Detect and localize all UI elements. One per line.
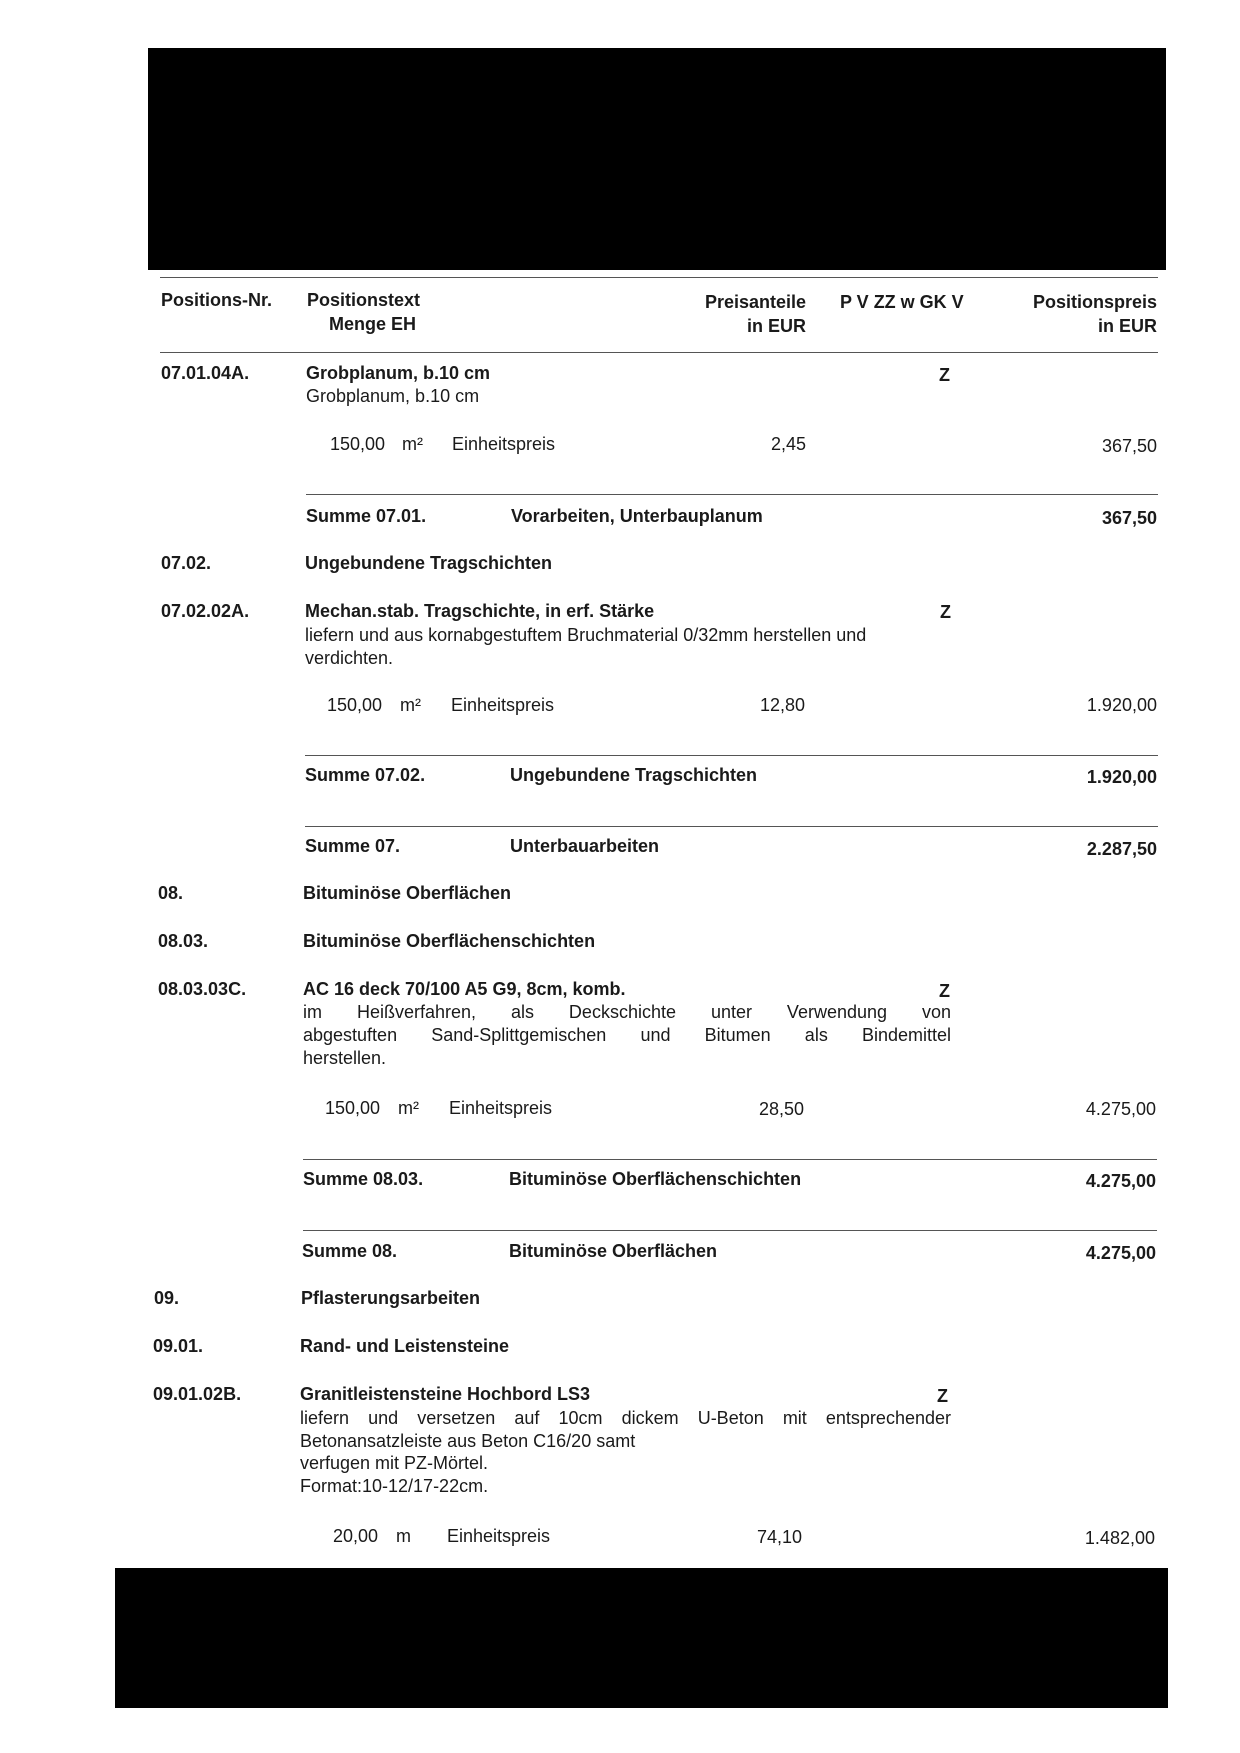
col-header-pvzz: P V ZZ w GK V xyxy=(840,292,964,312)
subtotal-name: Bituminöse Oberflächenschichten xyxy=(509,1169,802,1189)
unit-price-label: Einheitspreis xyxy=(451,695,555,715)
group-name: Rand- und Leistensteine xyxy=(300,1336,510,1356)
position-unit: m² xyxy=(402,434,423,454)
subtotal-value: 4.275,00 xyxy=(1085,1243,1156,1263)
header-top-rule xyxy=(160,277,1158,278)
position-unit: m² xyxy=(400,695,421,715)
subtotal-rule xyxy=(305,826,1158,827)
position-description-line: verfugen mit PZ-Mörtel. xyxy=(300,1453,489,1473)
col-header-preisanteile: Preisanteile xyxy=(704,292,806,312)
col-header-posnr: Positions-Nr. xyxy=(161,290,273,310)
position-flag: Z xyxy=(937,1386,948,1406)
position-quantity: 150,00 xyxy=(325,1098,381,1118)
group-name: Bituminöse Oberflächenschichten xyxy=(303,931,596,951)
unit-price-label: Einheitspreis xyxy=(452,434,556,454)
subtotal-rule xyxy=(305,755,1158,756)
position-total: 1.920,00 xyxy=(1086,695,1157,715)
unit-price-label: Einheitspreis xyxy=(449,1098,553,1118)
col-header-positionspreis: Positionspreis xyxy=(1032,292,1157,312)
subtotal-value: 367,50 xyxy=(1101,508,1157,528)
position-total: 1.482,00 xyxy=(1084,1528,1155,1548)
subtotal-rule xyxy=(306,494,1158,495)
position-title: Grobplanum, b.10 cm xyxy=(306,363,491,383)
group-name: Bituminöse Oberflächen xyxy=(303,883,512,903)
subtotal-name: Unterbauarbeiten xyxy=(510,836,660,856)
subtotal-name: Bituminöse Oberflächen xyxy=(509,1241,718,1261)
position-description-line: liefern und aus kornabgestuftem Bruchmaterial 0/32mm herstellen und xyxy=(305,625,867,645)
position-quantity: 150,00 xyxy=(327,695,383,715)
position-flag: Z xyxy=(939,365,950,385)
group-name: Pflasterungsarbeiten xyxy=(301,1288,481,1308)
subtotal-rule xyxy=(303,1230,1157,1231)
col-header-text: Positionstext xyxy=(307,290,421,310)
position-description-line: abgestuften Sand-Splittgemischen und Bitumen als Bindemittel xyxy=(303,1025,951,1045)
subtotal-label: Summe 07.01. xyxy=(306,506,427,526)
redacted-footer-block xyxy=(115,1568,1168,1708)
unit-price-value: 74,10 xyxy=(756,1527,802,1547)
position-description: Grobplanum, b.10 cm xyxy=(306,386,480,406)
position-description-line: verdichten. xyxy=(305,648,394,668)
group-number: 09. xyxy=(154,1288,180,1308)
subtotal-value: 4.275,00 xyxy=(1085,1171,1156,1191)
subtotal-value: 2.287,50 xyxy=(1086,839,1157,859)
subtotal-rule xyxy=(303,1159,1157,1160)
group-number: 08. xyxy=(158,883,184,903)
position-description-line: Format:10-12/17-22cm. xyxy=(300,1476,489,1496)
position-title: Mechan.stab. Tragschichte, in erf. Stärke xyxy=(305,601,655,621)
position-title: AC 16 deck 70/100 A5 G9, 8cm, komb. xyxy=(303,979,626,999)
position-quantity: 20,00 xyxy=(333,1526,379,1546)
group-number: 07.02. xyxy=(161,553,212,573)
header-bottom-rule xyxy=(160,352,1158,353)
position-number: 07.02.02A. xyxy=(161,601,250,621)
subtotal-label: Summe 08. xyxy=(302,1241,398,1261)
subtotal-label: Summe 08.03. xyxy=(303,1169,424,1189)
position-flag: Z xyxy=(940,602,951,622)
col-header-preisanteile-unit: in EUR xyxy=(746,316,806,336)
group-name: Ungebundene Tragschichten xyxy=(305,553,553,573)
group-number: 08.03. xyxy=(158,931,209,951)
unit-price-value: 12,80 xyxy=(759,695,805,715)
subtotal-name: Ungebundene Tragschichten xyxy=(510,765,758,785)
position-title: Granitleistensteine Hochbord LS3 xyxy=(300,1384,591,1404)
position-flag: Z xyxy=(939,981,950,1001)
position-number: 07.01.04A. xyxy=(161,363,250,383)
position-unit: m² xyxy=(398,1098,419,1118)
col-header-positionspreis-unit: in EUR xyxy=(1097,316,1157,336)
redacted-header-block xyxy=(148,48,1166,270)
group-number: 09.01. xyxy=(153,1336,204,1356)
position-number: 08.03.03C. xyxy=(158,979,247,999)
position-number: 09.01.02B. xyxy=(153,1384,242,1404)
position-total: 367,50 xyxy=(1101,436,1157,456)
position-description-line: liefern und versetzen auf 10cm dickem U-Beton mit entsprechender xyxy=(300,1408,951,1428)
unit-price-value: 28,50 xyxy=(758,1099,804,1119)
position-unit: m xyxy=(396,1526,411,1546)
subtotal-label: Summe 07.02. xyxy=(305,765,426,785)
position-description-line: im Heißverfahren, als Deckschichte unter Verwendung von xyxy=(303,1002,951,1022)
col-header-menge: Menge EH xyxy=(329,314,417,334)
subtotal-label: Summe 07. xyxy=(305,836,401,856)
position-quantity: 150,00 xyxy=(330,434,386,454)
subtotal-value: 1.920,00 xyxy=(1086,767,1157,787)
subtotal-name: Vorarbeiten, Unterbauplanum xyxy=(511,506,763,526)
unit-price-label: Einheitspreis xyxy=(447,1526,551,1546)
position-description-line: Betonansatzleiste aus Beton C16/20 samt xyxy=(300,1431,636,1451)
unit-price-value: 2,45 xyxy=(770,434,806,454)
position-description-line: herstellen. xyxy=(303,1048,387,1068)
position-total: 4.275,00 xyxy=(1085,1099,1156,1119)
